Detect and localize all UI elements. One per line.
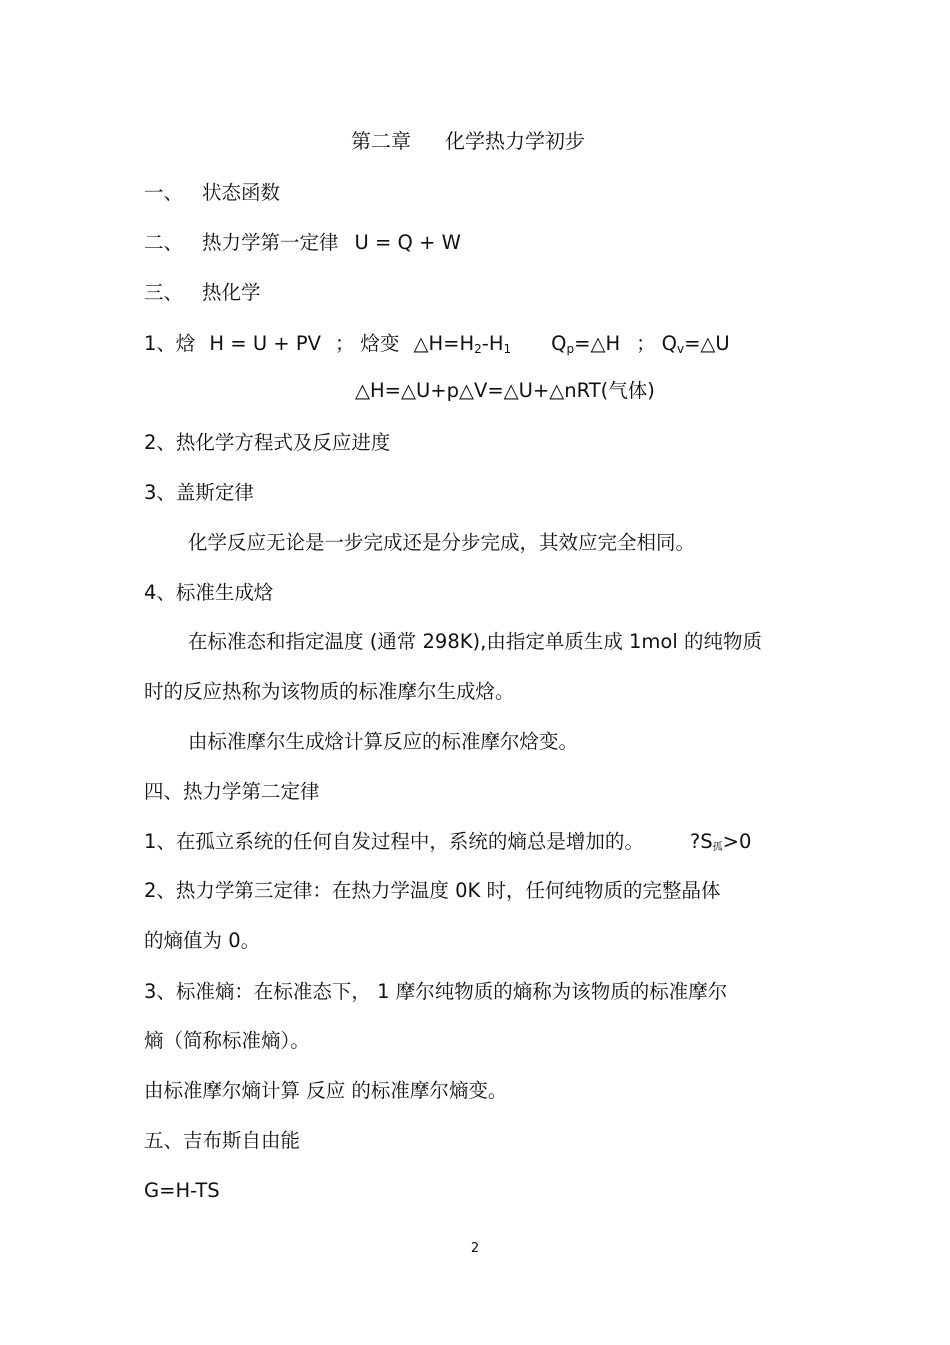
entropy-change-note: 由标准摩尔熵计算 反应 的标准摩尔熵变。 bbox=[144, 1079, 508, 1102]
chapter-number: 第二章 bbox=[351, 129, 411, 153]
page-number: 2 bbox=[470, 1241, 480, 1256]
standard-entropy-line2: 熵（简称标准熵）。 bbox=[144, 1029, 310, 1052]
section-heading-4: 四、热力学第二定律 bbox=[144, 780, 320, 803]
thermochem-equation-item: 2、热化学方程式及反应进度 bbox=[144, 431, 391, 454]
section-heading-3: 三、 热化学 bbox=[144, 281, 261, 304]
formation-enthalpy-body-line3: 由标准摩尔生成焓计算反应的标准摩尔焓变。 bbox=[188, 730, 579, 753]
qv-formula: $Q_v=\triangle U$ bbox=[661, 332, 730, 356]
chapter-title bbox=[0, 129, 936, 153]
qp-formula: $Q_p=\triangle H$ bbox=[551, 332, 621, 356]
enthalpy-line: 1、焓 H = U + PV ； 焓变 $\triangle H=H_2-H_1$ $Q_p=\triangle H$ ； $Q_v=\triangle U$ bbox=[144, 332, 730, 356]
enthalpy-change-formula: $\triangle H=H_2-H_1$ bbox=[413, 332, 512, 356]
formation-enthalpy-body-line2: 时的反应热称为该物质的标准摩尔生成焓。 bbox=[144, 680, 515, 703]
chapter-name: 化学热力学初步 bbox=[445, 129, 585, 153]
enthalpy-formula: H = U + PV bbox=[209, 332, 321, 355]
hess-law-body: 化学反应无论是一步完成还是分步完成，其效应完全相同。 bbox=[188, 531, 696, 554]
section-heading-1: 一、 状态函数 bbox=[144, 181, 281, 204]
entropy-inequality: $?S_孤>0$ bbox=[689, 830, 752, 853]
formation-enthalpy-body-line1: 在标准态和指定温度 (通常 298K),由指定单质生成 1mol 的纯物质 bbox=[188, 630, 762, 653]
section-heading-2: 二、 热力学第一定律 U = Q + W bbox=[144, 231, 461, 254]
section-heading-5: 五、吉布斯自由能 bbox=[144, 1129, 301, 1152]
third-law-line2: 的熵值为 0。 bbox=[144, 929, 261, 952]
standard-entropy-line1: 3、标准熵：在标准态下， 1 摩尔纯物质的熵称为该物质的标准摩尔 bbox=[144, 980, 728, 1003]
enthalpy-relation-formula: △H=△U+p△V=△U+△nRT(气体) bbox=[355, 379, 655, 402]
standard-formation-enthalpy-heading: 4、标准生成焓 bbox=[144, 581, 274, 604]
gibbs-formula: G=H-TS bbox=[144, 1179, 220, 1202]
third-law-line1: 2、热力学第三定律：在热力学温度 0K 时，任何纯物质的完整晶体 bbox=[144, 879, 721, 902]
first-law-formula: U = Q + W bbox=[354, 231, 461, 254]
second-law-item-1: 1、在孤立系统的任何自发过程中，系统的熵总是增加的。 $?S_孤>0$ bbox=[144, 830, 752, 853]
hess-law-heading: 3、盖斯定律 bbox=[144, 481, 254, 504]
